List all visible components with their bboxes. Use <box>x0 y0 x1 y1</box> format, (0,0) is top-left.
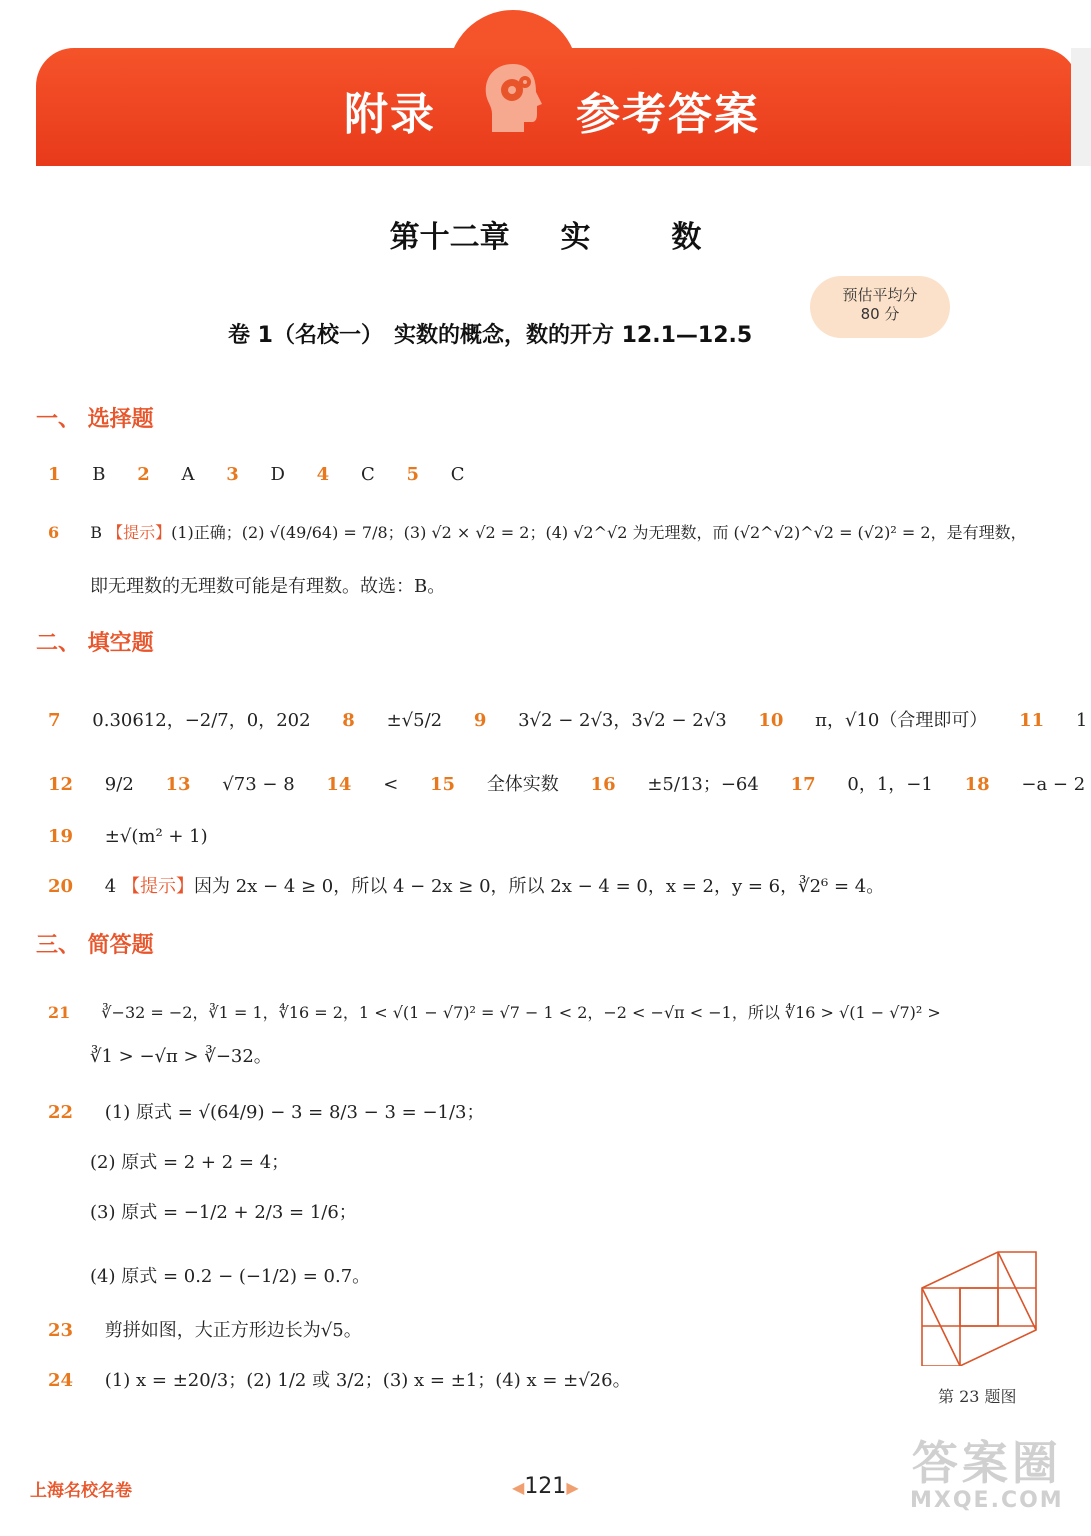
question-number: 2 <box>137 464 150 485</box>
question-number: 24 <box>48 1370 74 1391</box>
question-number: 15 <box>430 774 456 795</box>
answer-line-6 <box>48 520 1027 543</box>
answer: −a − 2 <box>1021 774 1086 795</box>
question-number: 12 <box>48 774 74 795</box>
question-number: 7 <box>48 710 61 731</box>
answer: B <box>90 523 102 542</box>
answer-line-22 <box>48 1098 485 1124</box>
question-number: 21 <box>48 1003 71 1022</box>
answer: < <box>383 774 399 795</box>
answer: C <box>450 464 465 485</box>
question-number: 5 <box>406 464 419 485</box>
answer: ±√(m² + 1) <box>104 826 208 847</box>
question-number: 3 <box>226 464 239 485</box>
answer: 4 <box>104 876 117 897</box>
answer: ±√5/2 <box>386 710 443 731</box>
section-short-answer: 三、 简答题 <box>36 933 154 958</box>
answer: C <box>360 464 375 485</box>
watermark-url: MXQE.COM <box>910 1488 1064 1513</box>
chapter-word-1: 实 <box>560 220 591 255</box>
question-number: 6 <box>48 523 60 542</box>
answer: A <box>181 464 195 485</box>
answer: π，√10（合理即可） <box>815 710 988 731</box>
score-value: 80 分 <box>860 305 900 323</box>
question-number: 13 <box>165 774 191 795</box>
page-number-text: 121 <box>524 1474 567 1499</box>
question-number: 22 <box>48 1102 74 1123</box>
banner-title-left: 附录 <box>344 89 436 140</box>
answer: 3√2 − 2√3，3√2 − 2√3 <box>518 710 727 731</box>
chapter-word-2: 数 <box>671 220 702 255</box>
watermark <box>910 1436 1064 1513</box>
answer: D <box>270 464 285 485</box>
answer: B <box>92 464 106 485</box>
q23-figure <box>918 1248 1040 1366</box>
solution-part-2: (2) 原式 = 2 + 2 = 4； <box>90 1152 290 1173</box>
answer: 0.30612，−2/7，0，202 <box>92 710 311 731</box>
question-number: 20 <box>48 876 74 897</box>
question-number: 16 <box>590 774 616 795</box>
answer-line-7-11 <box>48 706 1087 732</box>
answer-line-24 <box>48 1366 631 1392</box>
header-banner <box>36 48 1078 166</box>
section-fill: 二、 填空题 <box>36 631 154 656</box>
section-choice: 一、 选择题 <box>36 407 154 432</box>
solution-text: (1) x = ±20/3；(2) 1/2 或 3/2；(3) x = ±1；(4) x = ±√26。 <box>104 1370 631 1391</box>
question-number: 18 <box>964 774 990 795</box>
chapter-title <box>0 212 1091 256</box>
question-number: 10 <box>758 710 784 731</box>
series-name: 上海名校名卷 <box>30 1481 132 1501</box>
answer-line-23 <box>48 1316 362 1342</box>
hint-tag: 【提示】 <box>107 523 172 542</box>
solution-text: 剪拼如图，大正方形边长为√5。 <box>104 1320 362 1341</box>
solution-text: (1)正确；(2) √(49/64) = 7/8；(3) √2 × √2 = 2；(4) √2^√2 为无理数，而 (√2^√2)^√2 = (√2)² = 2，是有理数， <box>171 523 1027 542</box>
question-number: 8 <box>342 710 355 731</box>
question-number: 23 <box>48 1320 74 1341</box>
solution-part-4: (4) 原式 = 0.2 − (−1/2) = 0.7。 <box>90 1266 371 1287</box>
answer-line-12-18 <box>48 770 1085 796</box>
page-number <box>512 1474 579 1499</box>
figure-caption: 第 23 题图 <box>938 1387 1017 1406</box>
hint-tag: 【提示】 <box>121 876 194 897</box>
answer-line-19 <box>48 826 208 847</box>
question-number: 19 <box>48 826 74 847</box>
solution-text: 因为 2x − 4 ≥ 0，所以 4 − 2x ≥ 0，所以 2x − 4 = 0，x = 2，y = 6，∛2⁶ = 4。 <box>193 876 885 897</box>
solution-part-3: (3) 原式 = −1/2 + 2/3 = 1/6； <box>90 1202 357 1223</box>
question-number: 14 <box>326 774 352 795</box>
solution-part-1: (1) 原式 = √(64/9) − 3 = 8/3 − 3 = −1/3； <box>104 1102 485 1123</box>
chapter-label: 第十二章 <box>389 220 510 255</box>
arrow-right-icon: ▶ <box>566 1478 579 1497</box>
question-number: 9 <box>473 710 487 731</box>
answer: 1 <box>1075 710 1088 731</box>
answer-line-20 <box>48 872 884 898</box>
paper-subtitle: 卷 1（名校一） 实数的概念，数的开方 12.1—12.5 <box>228 323 753 348</box>
solution-text: ∛−32 = −2，∛1 = 1，∜16 = 2，1 < √(1 − √7)² = √7 − 1 < 2，−2 < −√π < −1，所以 ∜16 > √(1 − √7)² > <box>101 1003 941 1022</box>
answer-line-21-cont: ∛1 > −√π > ∛−32。 <box>90 1046 272 1067</box>
question-number: 4 <box>316 464 330 485</box>
answer: ±5/13；−64 <box>647 774 759 795</box>
score-label: 预估平均分 <box>842 286 918 304</box>
question-number: 1 <box>48 464 61 485</box>
score-badge <box>810 276 950 338</box>
banner-title-right: 参考答案 <box>576 89 760 140</box>
answer-line-6-cont: 即无理数的无理数可能是有理数。故选：B。 <box>90 576 446 597</box>
watermark-logo: 答案圈 <box>911 1436 1062 1490</box>
head-gear-icon <box>480 60 546 136</box>
answer: √73 − 8 <box>222 774 295 795</box>
answer: 全体实数 <box>486 774 559 795</box>
answer-line-1-5 <box>48 464 465 485</box>
arrow-left-icon: ◀ <box>512 1478 525 1497</box>
question-number: 11 <box>1019 710 1045 731</box>
question-number: 17 <box>790 774 816 795</box>
answer-line-21 <box>48 1000 941 1023</box>
answer: 9/2 <box>104 774 134 795</box>
answer: 0，1，−1 <box>847 774 933 795</box>
banner-edge <box>1071 48 1091 166</box>
